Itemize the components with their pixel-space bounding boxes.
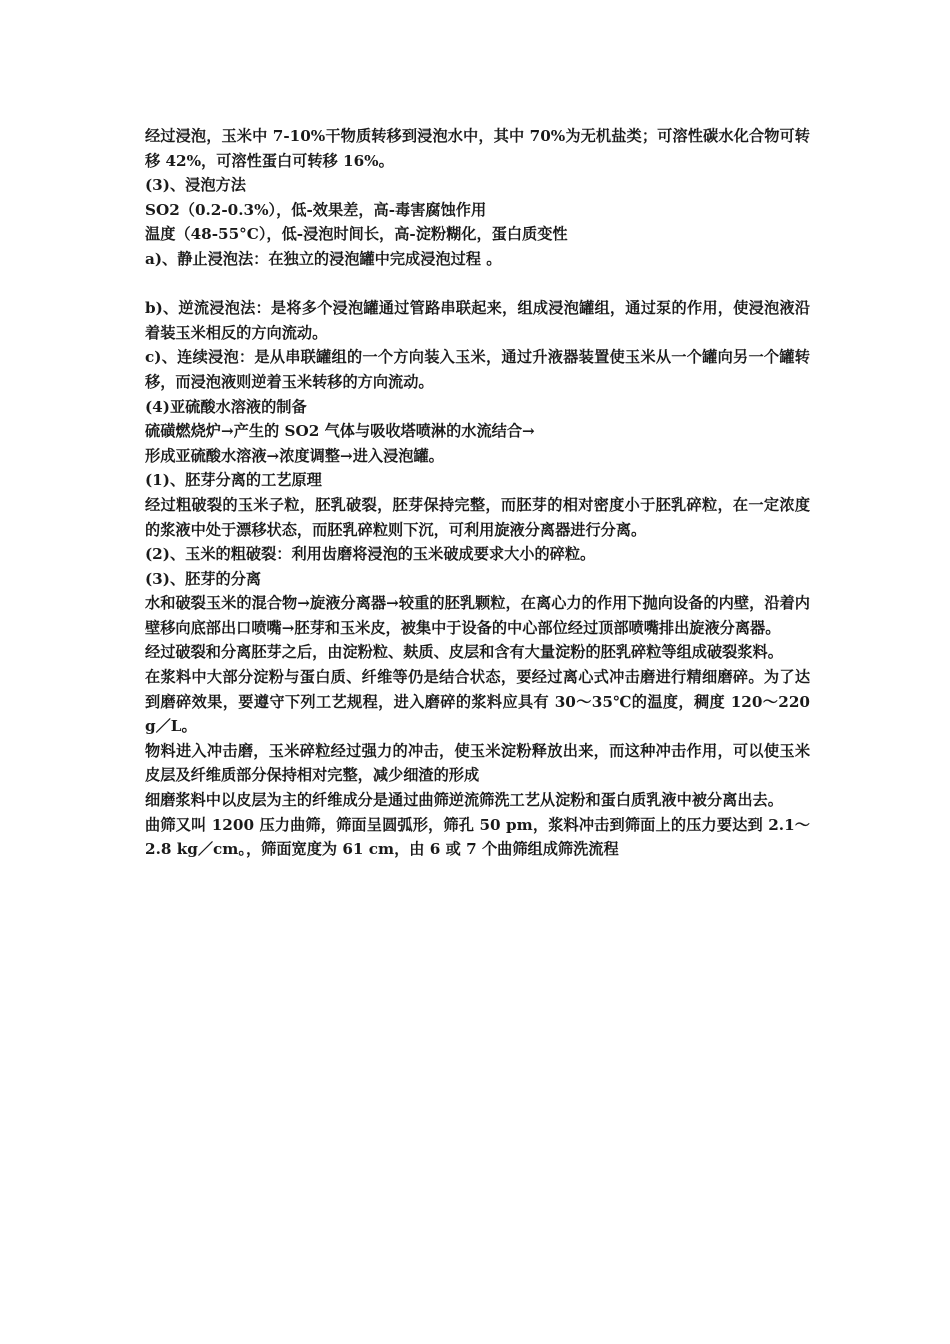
paragraph-counterflow-soaking: b)、逆流浸泡法：是将多个浸泡罐通过管路串联起来，组成浸泡罐组，通过泵的作用，使浸泡液沿着装玉米相反的方向流动。 (145, 299, 810, 342)
paragraph-coarse-breaking: (2)、玉米的粗破裂：利用齿磨将浸泡的玉米破成要求大小的碎粒。 (145, 545, 596, 564)
document-body (145, 124, 810, 862)
heading-germ-separation: (3)、胚芽的分离 (145, 569, 262, 588)
paragraph-impact-mill: 物料进入冲击磨，玉米碎粒经过强力的冲击，使玉米淀粉释放出来，而这种冲击作用，可以使玉米皮层及纤维质部分保持相对完整，减少细渣的形成 (145, 741, 810, 785)
paragraph-broken-slurry: 经过破裂和分离胚芽之后，由淀粉粒、麸质、皮层和含有大量淀粉的胚乳碎粒等组成破裂浆料。 (145, 643, 783, 662)
paragraph-sulfur-furnace: 硫磺燃烧炉→产生的 SO2 气体与吸收塔喷淋的水流结合→ (145, 422, 535, 441)
paragraph-soaking-transfer: 经过浸泡，玉米中 7-10%干物质转移到浸泡水中，其中 70%为无机盐类；可溶性碳水化合物可转移 42%，可溶性蛋白可转移 16%。 (145, 127, 810, 170)
paragraph-curved-screen: 曲筛又叫 1200 压力曲筛，筛面呈圆弧形，筛孔 50 pm，浆料冲击到筛面上的压力要达到 2.1～2.8 kg／cm。，筛面宽度为 61 cm，由 6 或 7 个曲筛组成筛洗流程 (145, 815, 810, 859)
paragraph-fine-grinding: 在浆料中大部分淀粉与蛋白质、纤维等仍是结合状态，要经过离心式冲击磨进行精细磨碎。为了达到磨碎效果，要遵守下列工艺规程，进入磨碎的浆料应具有 30～35℃的温度，稠度 120～220 g／L。 (145, 668, 810, 736)
paragraph-continuous-soaking: c)、连续浸泡：是从串联罐组的一个方向装入玉米，通过升液器装置使玉米从一个罐向另一个罐转移，而浸泡液则逆着玉米转移的方向流动。 (145, 348, 810, 391)
blank-line (145, 272, 810, 297)
paragraph-sulfurous-solution: 形成亚硫酸水溶液→浓度调整→进入浸泡罐。 (145, 446, 444, 465)
paragraph-temperature: 温度（48-55°C），低-浸泡时间长，高-淀粉糊化，蛋白质变性 (145, 225, 568, 244)
paragraph-so2-concentration: SO2（0.2-0.3%），低-效果差，高-毒害腐蚀作用 (145, 200, 487, 219)
heading-germ-separation-principle: (1)、胚芽分离的工艺原理 (145, 471, 322, 490)
paragraph-germ-separation-principle: 经过粗破裂的玉米子粒，胚乳破裂，胚芽保持完整，而胚芽的相对密度小于胚乳碎粒，在一定浓度的浆液中处于漂移状态，而胚乳碎粒则下沉，可利用旋液分离器进行分离。 (145, 495, 810, 539)
paragraph-fiber-separation: 细磨浆料中以皮层为主的纤维成分是通过曲筛逆流筛洗工艺从淀粉和蛋白质乳液中被分离出去。 (145, 791, 783, 810)
paragraph-hydrocyclone-flow: 水和破裂玉米的混合物→旋液分离器→较重的胚乳颗粒，在离心力的作用下抛向设备的内壁，沿着内壁移向底部出口喷嘴→胚芽和玉米皮，被集中于设备的中心部位经过顶部喷嘴排出旋液分离器。 (145, 594, 810, 637)
heading-soaking-method: (3)、浸泡方法 (145, 176, 246, 195)
heading-sulfurous-acid-preparation: (4)亚硫酸水溶液的制备 (145, 397, 307, 416)
paragraph-static-soaking: a)、静止浸泡法：在独立的浸泡罐中完成浸泡过程 。 (145, 249, 502, 268)
